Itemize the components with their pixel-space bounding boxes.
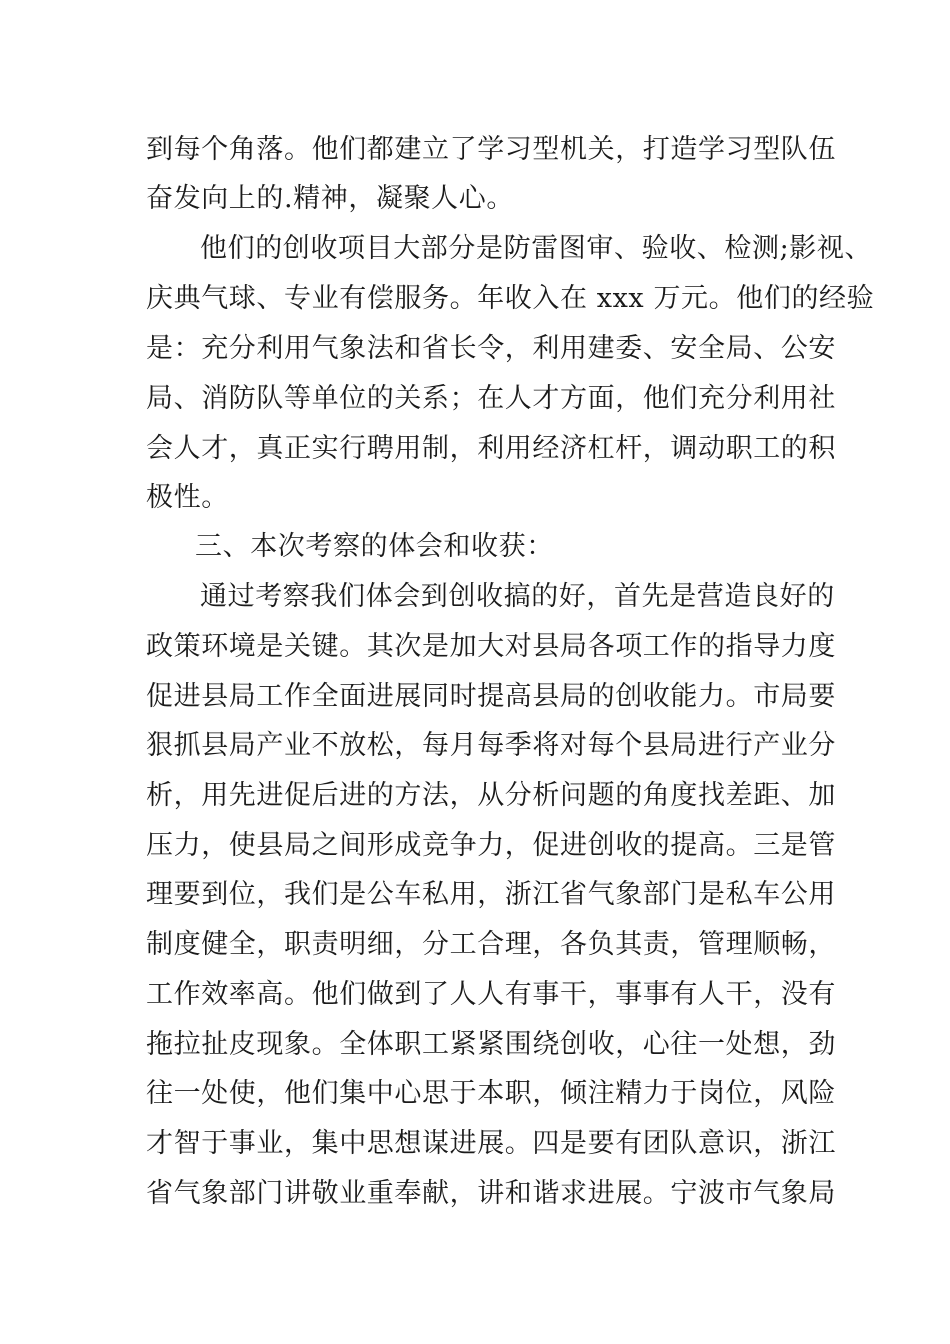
text-line: 通过考察我们体会到创收搞的好，首先是营造良好的: [200, 581, 835, 612]
text-line: 制度健全，职责明细，分工合理，各负其责，管理顺畅，: [146, 929, 836, 960]
text-line: 局、消防队等单位的关系；在人才方面，他们充分利用社: [146, 383, 836, 414]
text-line: 他们的创收项目大部分是防雷图审、验收、检测;影视、: [200, 233, 873, 264]
text-line: 拖拉扯皮现象。全体职工紧紧围绕创收，心往一处想，劲: [146, 1029, 836, 1060]
text-line: 极性。: [146, 482, 229, 513]
text-line: 压力，使县局之间形成竞争力，促进创收的提高。三是管: [146, 830, 836, 861]
text-line: 庆典气球、专业有偿服务。年收入在 xxx 万元。他们的经验: [146, 283, 875, 314]
text-line: 促进县局工作全面进展同时提高县局的创收能力。市局要: [146, 681, 836, 712]
text-line: 析，用先进促后进的方法，从分析问题的角度找差距、加: [146, 780, 836, 811]
text-line: 狠抓县局产业不放松，每月每季将对每个县局进行产业分: [146, 730, 836, 761]
text-line: 会人才，真正实行聘用制，利用经济杠杆，调动职工的积: [146, 433, 836, 464]
text-line: 往一处使，他们集中心思于本职，倾注精力于岗位，风险: [146, 1078, 836, 1109]
text-line: 奋发向上的.精神，凝聚人心。: [146, 183, 514, 214]
text-line: 理要到位，我们是公车私用，浙江省气象部门是私车公用: [146, 879, 836, 910]
text-line: 政策环境是关键。其次是加大对县局各项工作的指导力度: [146, 631, 836, 662]
text-line: 省气象部门讲敬业重奉献，讲和谐求进展。宁波市气象局: [146, 1178, 836, 1209]
section-heading: 三、本次考察的体会和收获：: [195, 531, 554, 562]
text-line: 才智于事业，集中思想谋进展。四是要有团队意识，浙江: [146, 1128, 836, 1159]
text-line: 到每个角落。他们都建立了学习型机关，打造学习型队伍: [146, 134, 836, 165]
text-line: 工作效率高。他们做到了人人有事干，事事有人干，没有: [146, 979, 836, 1010]
text-line: 是：充分利用气象法和省长令，利用建委、安全局、公安: [146, 333, 836, 364]
